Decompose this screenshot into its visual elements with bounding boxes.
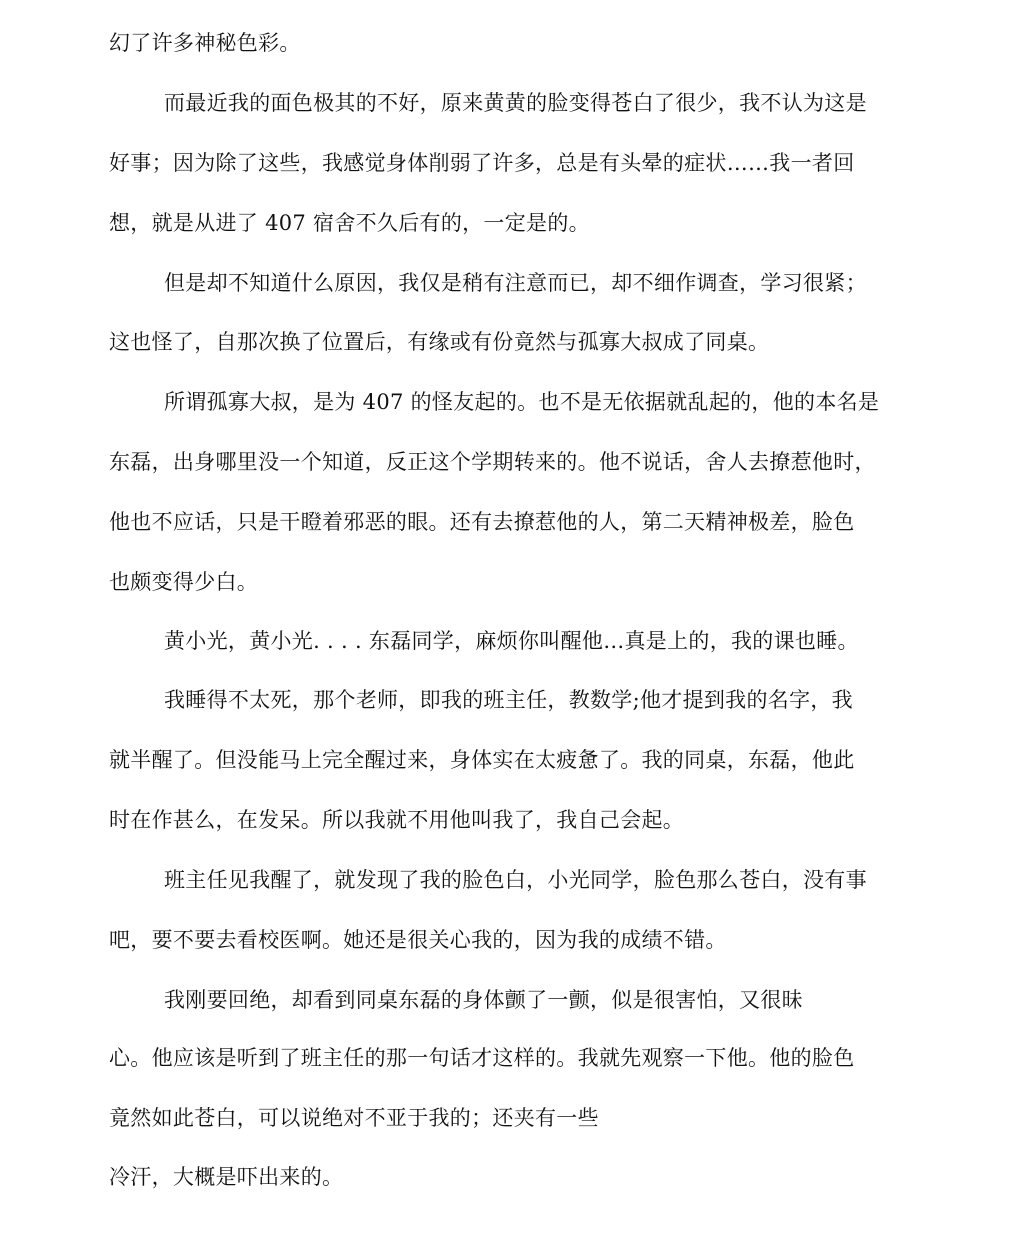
text-line: 也颇变得少白。	[109, 570, 259, 594]
paragraph-first-line: 我刚要回绝，却看到同桌东磊的身体颤了一颤，似是很害怕，又很昧	[164, 988, 803, 1012]
text-line: 心。他应该是听到了班主任的那一句话才这样的。我就先观察一下他。他的脸色	[109, 1046, 855, 1070]
text-line: 这也怪了，自那次换了位置后，有缘或有份竟然与孤寡大叔成了同桌。	[109, 330, 770, 354]
paragraph-first-line: 我睡得不太死，那个老师，即我的班主任，教数学;他才提到我的名字，我	[164, 688, 853, 712]
text-line: 就半醒了。但没能马上完全醒过来，身体实在太疲惫了。我的同桌，东磊，他此	[109, 748, 855, 772]
paragraph-first-line: 而最近我的面色极其的不好，原来黄黄的脸变得苍白了很少，我不认为这是	[164, 91, 867, 115]
text-line: 幻了许多神秘色彩。	[109, 31, 301, 55]
text-line: 好事；因为除了这些，我感觉身体削弱了许多，总是有头晕的症状……我一者回	[109, 151, 855, 175]
paragraph-first-line: 班主任见我醒了，就发现了我的脸色白，小光同学，脸色那么苍白，没有事	[164, 868, 867, 892]
text-line: 想，就是从进了 407 宿舍不久后有的，一定是的。	[109, 211, 590, 235]
text-line: 东磊，出身哪里没一个知道，反正这个学期转来的。他不说话，舍人去撩惹他时，	[109, 450, 876, 474]
text-line: 吧，要不要去看校医啊。她还是很关心我的，因为我的成绩不错。	[109, 928, 727, 952]
paragraph-first-line: 黄小光，黄小光. . . . 东磊同学，麻烦你叫醒他…真是上的，我的课也睡。	[164, 629, 859, 653]
text-line: 时在作甚么，在发呆。所以我就不用他叫我了，我自己会起。	[109, 808, 685, 832]
paragraph-first-line: 但是却不知道什么原因，我仅是稍有注意而已，却不细作调查，学习很紧；	[164, 271, 867, 295]
text-line: 他也不应话，只是干瞪着邪恶的眼。还有去撩惹他的人，第二天精神极差，脸色	[109, 510, 855, 534]
text-line: 竟然如此苍白，可以说绝对不亚于我的；还夹有一些	[109, 1106, 599, 1130]
text-line: 冷汗，大概是吓出来的。	[109, 1165, 344, 1189]
paragraph-first-line: 所谓孤寡大叔，是为 407 的怪友起的。也不是无依据就乱起的，他的本名是	[164, 390, 880, 414]
